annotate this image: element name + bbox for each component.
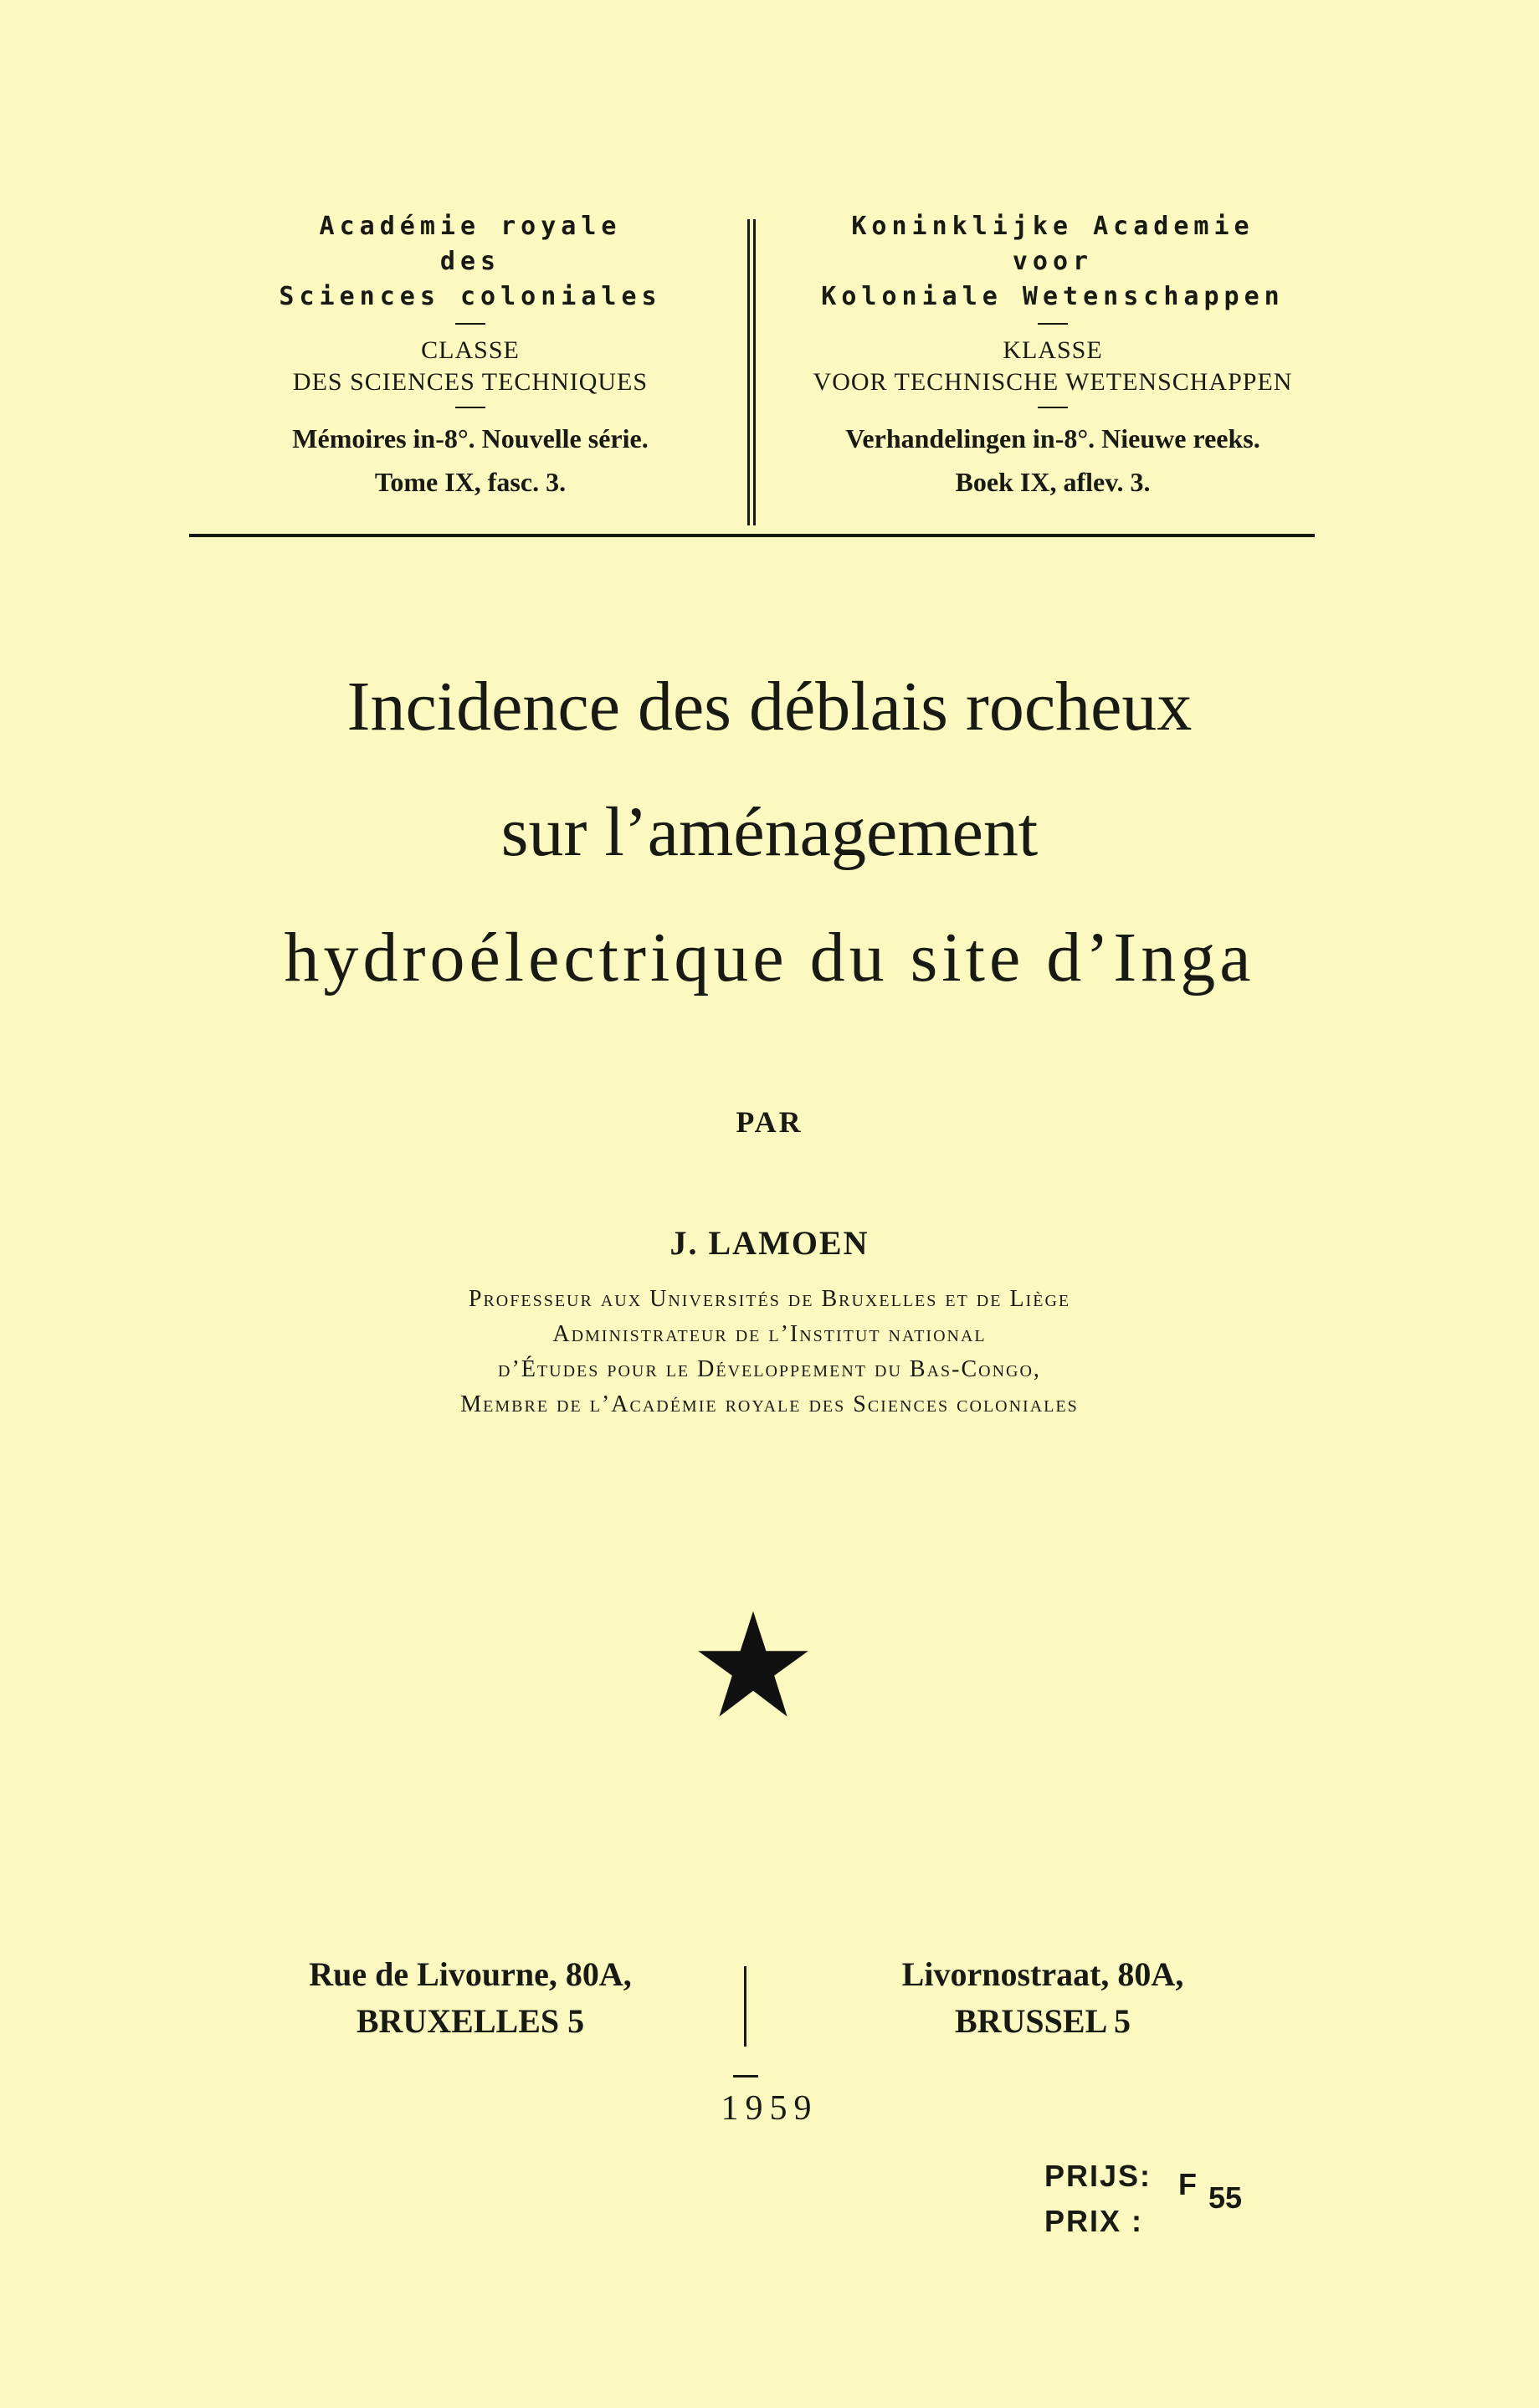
author-affiliations	[0, 1282, 1539, 1422]
affiliation-line: Administrateur de l’Institut national	[552, 1321, 987, 1347]
title-line-3: hydroélectrique du site d’Inga	[284, 919, 1255, 997]
address-divider	[744, 1966, 746, 2047]
classe-line-2: VOOR TECHNISCHE WETENSCHAPPEN	[813, 368, 1293, 396]
divider	[1038, 323, 1068, 325]
document-title	[0, 644, 1539, 1021]
series-line-1: Verhandelingen in-8°. Nieuwe reeks.	[845, 423, 1260, 453]
classe-line-2: DES SCIENCES TECHNIQUES	[292, 368, 649, 396]
institution-line-2: voor	[1012, 247, 1094, 276]
address-line: BRUXELLES 5	[356, 2002, 585, 2040]
title-line-1: Incidence des déblais rocheux	[346, 668, 1193, 745]
affiliation-line: Membre de l’Académie royale des Sciences coloniales	[460, 1391, 1079, 1417]
price-labels	[1044, 2154, 1152, 2244]
price-amount: 55	[1208, 2180, 1243, 2215]
header-left	[211, 209, 730, 502]
header-rule	[189, 534, 1315, 537]
classe-line-1: KLASSE	[1003, 336, 1103, 364]
affiliation-line: Professeur aux Universités de Bruxelles et de Liège	[468, 1286, 1071, 1312]
divider	[455, 407, 485, 408]
header-column-divider	[747, 219, 756, 525]
series-line-2: Boek IX, aflev. 3.	[955, 467, 1151, 497]
price-currency: F	[1178, 2167, 1197, 2201]
classe-line-1: CLASSE	[421, 336, 520, 364]
divider	[1038, 407, 1068, 408]
publication-year: 1959	[721, 2089, 818, 2128]
address-line: Rue de Livourne, 80A,	[309, 1955, 632, 1993]
series-line-2: Tome IX, fasc. 3.	[374, 467, 567, 497]
header-right	[785, 209, 1321, 502]
series-line-1: Mémoires in-8°. Nouvelle série.	[292, 423, 649, 453]
year-divider	[733, 2075, 758, 2078]
affiliation-line: d’Études pour le Développement du Bas-Congo,	[498, 1356, 1041, 1382]
by-label: PAR	[736, 1105, 803, 1139]
institution-line-1: Académie royale	[319, 212, 622, 241]
author-name: J. LAMOEN	[669, 1224, 870, 1262]
institution-line-1: Koninklijke Academie	[851, 212, 1254, 241]
star-icon	[695, 1606, 812, 1724]
price-value	[1178, 2167, 1243, 2216]
title-line-2: sur l’aménagement	[500, 793, 1039, 871]
price-label-nl: PRIJS:	[1044, 2159, 1152, 2193]
divider	[455, 323, 485, 325]
institution-line-3: Koloniale Wetenschappen	[821, 282, 1285, 311]
price-label-fr: PRIX :	[1044, 2204, 1144, 2238]
address-right	[808, 1951, 1277, 2045]
address-line: Livornostraat, 80A,	[901, 1955, 1184, 1993]
address-left	[236, 1951, 705, 2045]
institution-line-2: des	[439, 247, 501, 276]
institution-line-3: Sciences coloniales	[279, 282, 662, 311]
address-line: BRUSSEL 5	[954, 2002, 1131, 2040]
